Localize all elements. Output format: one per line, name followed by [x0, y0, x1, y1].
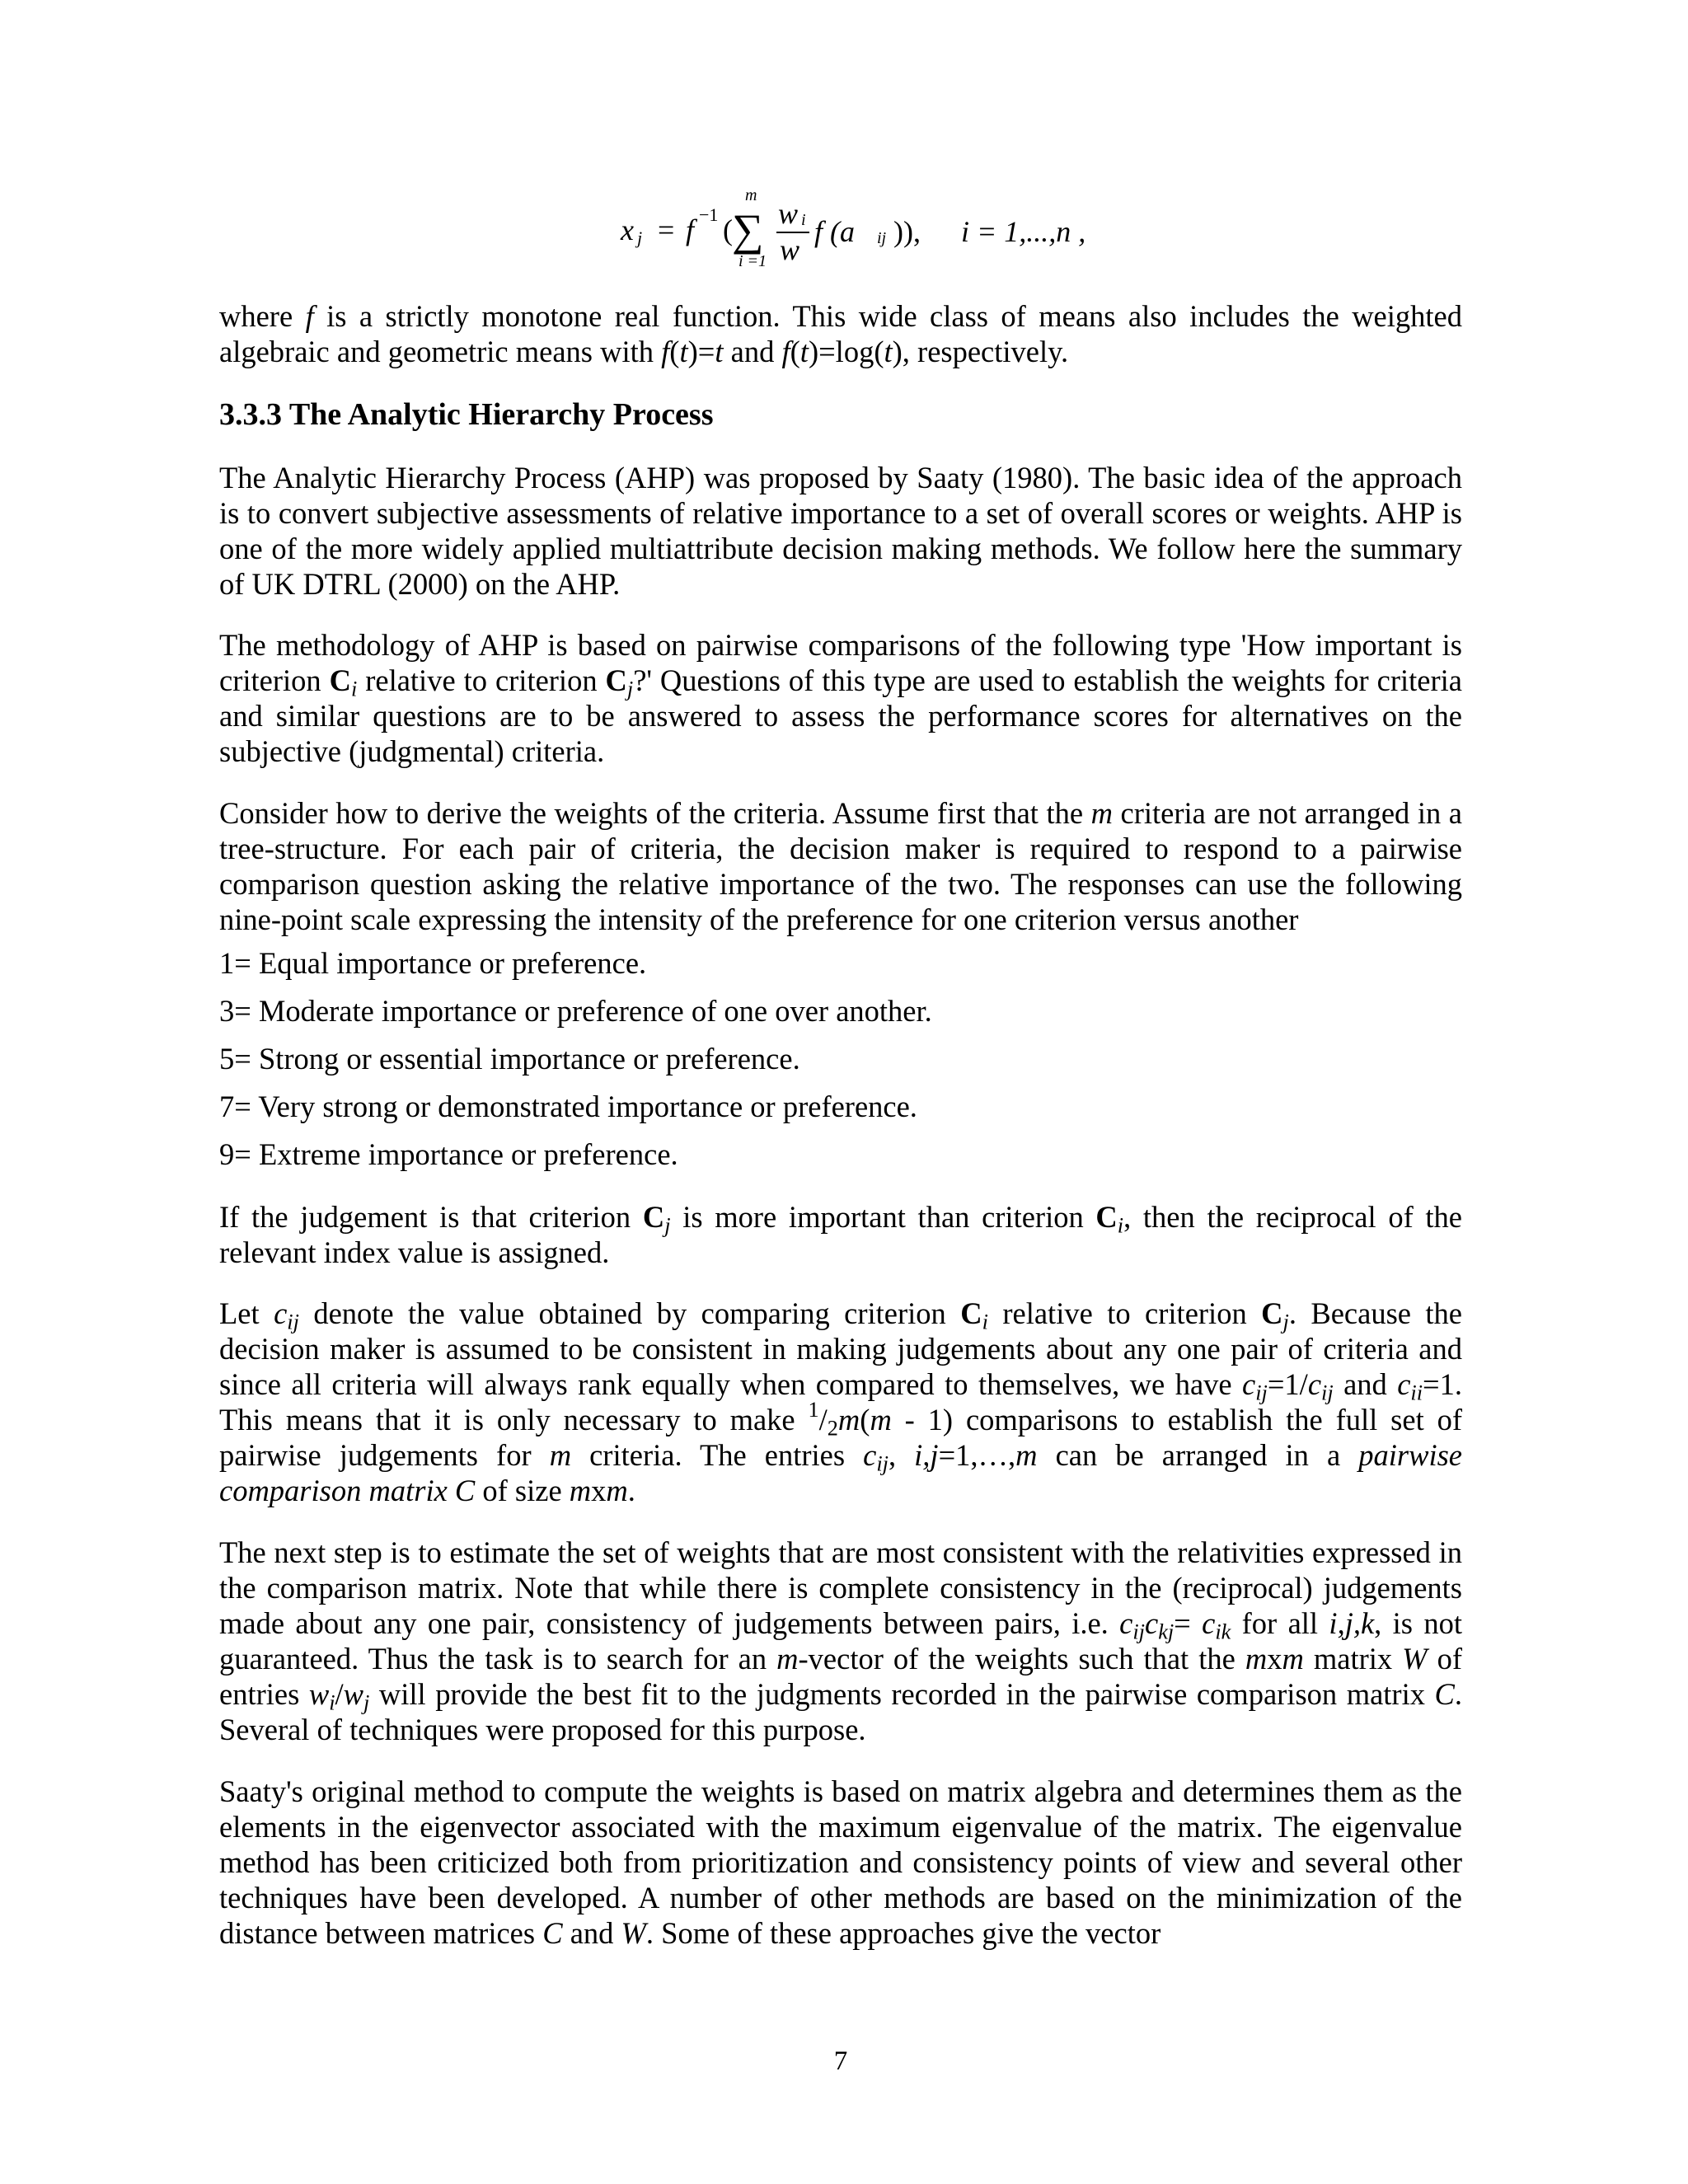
document-page — [219, 0, 1462, 2184]
formula-frac-num-sub: i — [801, 211, 806, 229]
formula-quasi-arithmetic-mean — [219, 188, 1462, 279]
paragraph-derive-weights: Consider how to derive the weights of the criteria. Assume first that the m criteria are not arranged in a tree-structure. For each pair of criteria, the decision maker is required to respond to a pairwise comparison question asking the relative importance of the two. The responses can use the following nine-point scale expressing the intensity of the preference for one criterion versus another — [219, 796, 1462, 936]
paragraph-where-f: where f is a strictly monotone real function. This wide class of means also includes the weighted algebraic and geometric means with f(t)=t and f(t)=log(t), respectively. — [219, 299, 1462, 368]
paragraph-methodology: The methodology of AHP is based on pairwise comparisons of the following type 'How important is criterion $C_i$ relative to criterion $C_j?'$ Questions of this type are used to establish the weights for criteria and similar questions are to be answered to assess the performance scores for alternatives on the subjective (judgmental) criteria. — [219, 628, 1463, 768]
formula-sigma: ∑ — [732, 205, 764, 255]
formula-frac-num: w — [778, 197, 799, 230]
formula-index: i = 1,...,n , — [961, 215, 1086, 248]
formula-close: )), — [893, 215, 921, 248]
scale-item-9: 9= Extreme importance or preference. — [219, 1137, 678, 1171]
formula-f-sup: −1 — [699, 204, 719, 225]
page-number: 7 — [833, 2046, 848, 2076]
paragraph-cij-definition: Let $c_{ij}$ denote the value obtained by comparing criterion $C_i$ relative to criterion $C_j$. Because the decision maker is assumed to be consistent in making judgements about any one pair of criteria and since all criteria will always rank equally when compared to themselves, we have $c_{ij}=1/c_{ij}$ and $c_{ii}=1$. This means that it is only necessary to make $^1/_2m(m - 1)$ comparisons to establish the full set of pairwise judgements for m criteria. The entries $c_{ij}$, i,j=1,…,m can be arranged in a pairwise comparison matrix C of size mxm. — [219, 1296, 1463, 1507]
paragraph-eigenvector: Saaty's original method to compute the weights is based on matrix algebra and determines them as the elements in the eigenvector associated with the maximum eigenvalue of the matrix. The eigenvalue method has been criticized both from prioritization and consistency points of view and several other techniques have been developed. A number of other methods are based on the minimization of the distance between matrices C and W. Some of these approaches give the vector — [219, 1774, 1462, 1950]
section-heading: 3.3.3 The Analytic Hierarchy Process — [219, 397, 714, 432]
scale-item-3: 3= Moderate importance or preference of one over another. — [219, 994, 932, 1028]
formula-func: f (a — [814, 215, 855, 248]
formula-open-paren: ( — [723, 213, 733, 246]
formula-f: f — [686, 213, 695, 246]
formula-func-sub: ij — [877, 229, 887, 247]
formula-lhs-sub: j — [637, 227, 643, 248]
paragraph-ahp-intro: The Analytic Hierarchy Process (AHP) was proposed by Saaty (1980). The basic idea of the approach is to convert subjective assessments of relative importance to a set of overall scores or weights. AHP is one of the more widely applied multiattribute decision making methods. We follow here the summary of UK DTRL (2000) on the AHP. — [219, 461, 1462, 601]
scale-item-7: 7= Very strong or demonstrated importance or preference. — [219, 1090, 917, 1123]
scale-item-1: 1= Equal importance or preference. — [219, 946, 647, 980]
formula-sum-top: m — [745, 186, 757, 204]
scale-item-5: 5= Strong or essential importance or preference. — [219, 1042, 800, 1076]
paragraph-estimate-weights: The next step is to estimate the set of weights that are most consistent with the relativities expressed in the comparison matrix. Note that while there is complete consistency in the (reciprocal) judgements made about any one pair, consistency of judgements between pairs, i.e. $c_{ij}c_{kj}= c_{ik}$ for all i,j,k, is not guaranteed. Thus the task is to search for an m-vector of the weights such that the mxm matrix W of entries $w_i/w_j$ will provide the best fit to the judgments recorded in the pairwise comparison matrix C. Several of techniques were proposed for this purpose. — [219, 1535, 1463, 1746]
formula-sum-bottom: i =1 — [738, 252, 767, 270]
formula-lhs: x — [621, 213, 634, 246]
paragraph-reciprocal: If the judgement is that criterion $C_j$ is more important than criterion $C_i$, then the reciprocal of the relevant index value is assigned. — [219, 1200, 1463, 1269]
formula-eq: = — [658, 213, 675, 246]
formula-frac-den: w — [780, 233, 800, 266]
